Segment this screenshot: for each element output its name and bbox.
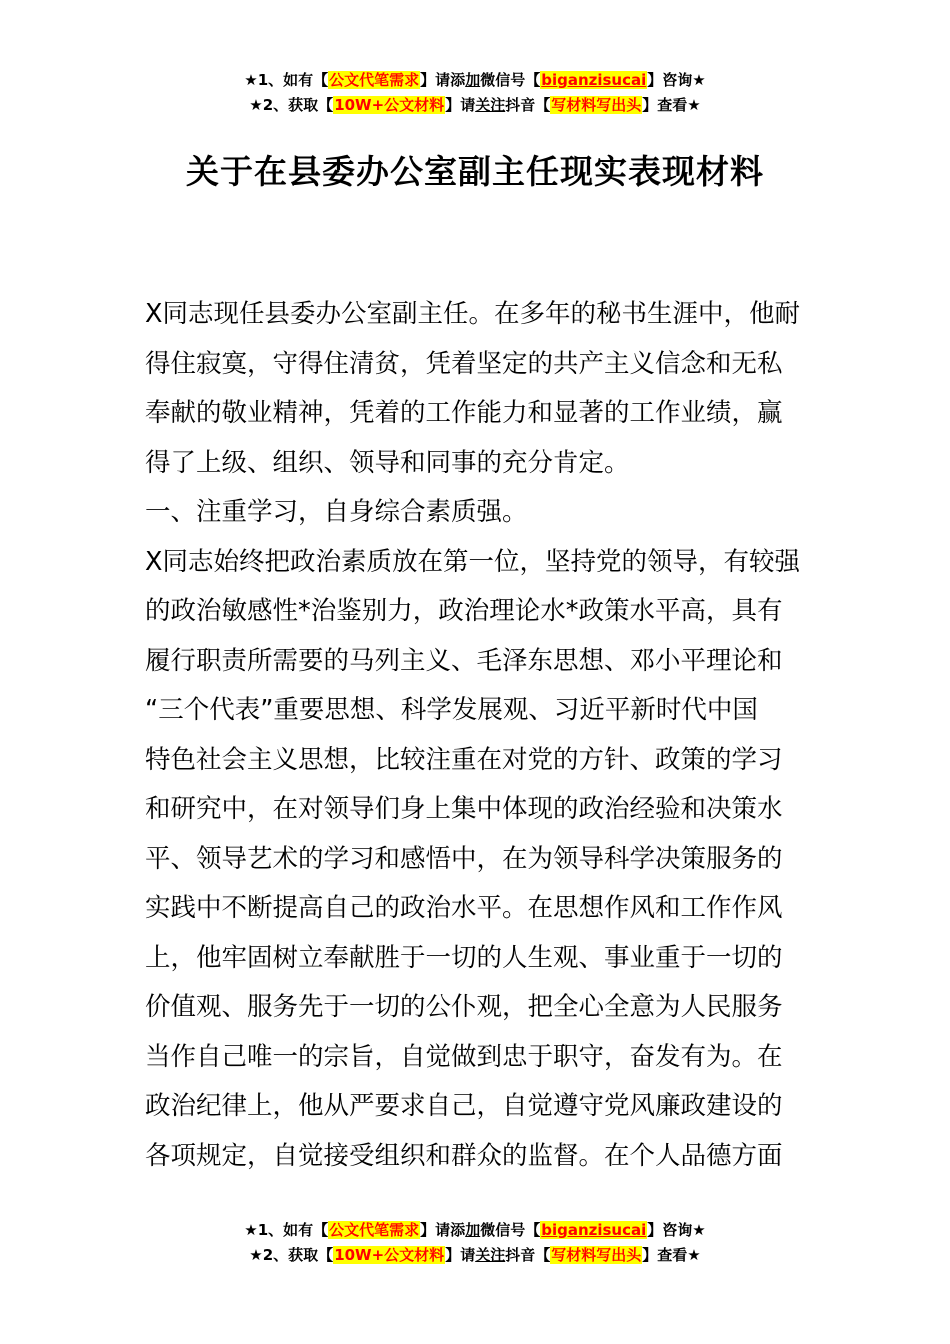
banner-line-2 [0, 1243, 950, 1268]
material-tag: 10W+公文材料 [334, 96, 445, 114]
body-line: 履行职责所需要的马列主义、毛泽东思想、邓小平理论和 [145, 645, 783, 676]
banner-text: 】咨询★ [647, 71, 706, 89]
banner-text: 微信号【 [480, 1221, 541, 1239]
service-tag: 公文代笔需求 [329, 1221, 420, 1239]
banner-emphasis: 关注 [475, 96, 506, 114]
banner-text: 微信号【 [480, 71, 541, 89]
body-line: X同志始终把政治素质放在第一位，坚持党的领导，有较强 [145, 546, 800, 577]
douyin-account-tag: 写材料写出头 [551, 1246, 642, 1264]
banner-text: 】请 [445, 1246, 476, 1264]
banner-emphasis: 加 [465, 71, 481, 89]
body-line: 实践中不断提高自己的政治水平。在思想作风和工作作风 [145, 893, 783, 923]
wechat-id-link[interactable]: biganzisucai [541, 71, 647, 89]
body-line: 奉献的敬业精神，凭着的工作能力和显著的工作业绩，赢 [145, 398, 783, 428]
body-line: 各项规定，自觉接受组织和群众的监督。在个人品德方面 [145, 1140, 783, 1171]
banner-text: ★2、获取【 [249, 96, 334, 114]
banner-text: 】请 [445, 96, 476, 114]
banner-line-1 [0, 68, 950, 93]
body-line: “三个代表”重要思想、科学发展观、习近平新时代中国 [145, 695, 758, 725]
wechat-id-link[interactable]: biganzisucai [541, 1221, 647, 1239]
body-line: X同志现任县委办公室副主任。在多年的秘书生涯中，他耐 [145, 299, 800, 329]
section-heading: 一、注重学习，自身综合素质强。 [145, 497, 528, 527]
banner-line-2 [0, 93, 950, 118]
banner-line-1 [0, 1218, 950, 1243]
service-tag: 公文代笔需求 [329, 71, 420, 89]
banner-text: 】咨询★ [647, 1221, 706, 1239]
banner-text: 】请添 [420, 1221, 466, 1239]
banner-text: ★2、获取【 [249, 1246, 334, 1264]
body-line: 特色社会主义思想，比较注重在对党的方针、政策的学习 [145, 744, 783, 775]
body-line: 和研究中，在对领导们身上集中体现的政治经验和决策水 [145, 794, 783, 824]
banner-text: 抖音【 [505, 1246, 551, 1264]
body-line: 的政治敏感性*治鉴别力，政治理论水*政策水平高，具有 [145, 596, 783, 626]
body-line: 得住寂寞，守得住清贫，凭着坚定的共产主义信念和无私 [145, 348, 783, 379]
banner-text: 】查看★ [642, 96, 701, 114]
banner-text: 】请添 [420, 71, 466, 89]
body-line: 得了上级、组织、领导和同事的充分肯定。 [145, 447, 630, 478]
body-line: 当作自己唯一的宗旨，自觉做到忠于职守，奋发有为。在 [145, 1041, 783, 1072]
banner-text: ★1、如有【 [244, 1221, 329, 1239]
material-tag: 10W+公文材料 [334, 1246, 445, 1264]
banner-text: 抖音【 [505, 96, 551, 114]
banner-text: 】查看★ [642, 1246, 701, 1264]
document-title: 关于在县委办公室副主任现实表现材料 [186, 152, 764, 191]
douyin-account-tag: 写材料写出头 [551, 96, 642, 114]
body-line: 价值观、服务先于一切的公仆观，把全心全意为人民服务 [145, 992, 783, 1022]
footer-banner [0, 1218, 950, 1268]
body-line: 平、领导艺术的学习和感悟中，在为领导科学决策服务的 [145, 843, 783, 874]
body-line: 政治纪律上，他从严要求自己，自觉遵守党风廉政建设的 [145, 1091, 783, 1121]
header-banner [0, 68, 950, 118]
banner-emphasis: 加 [465, 1221, 481, 1239]
banner-text: ★1、如有【 [244, 71, 329, 89]
body-line: 上，他牢固树立奉献胜于一切的人生观、事业重于一切的 [145, 942, 783, 973]
document-body [145, 290, 810, 1181]
banner-emphasis: 关注 [475, 1246, 506, 1264]
